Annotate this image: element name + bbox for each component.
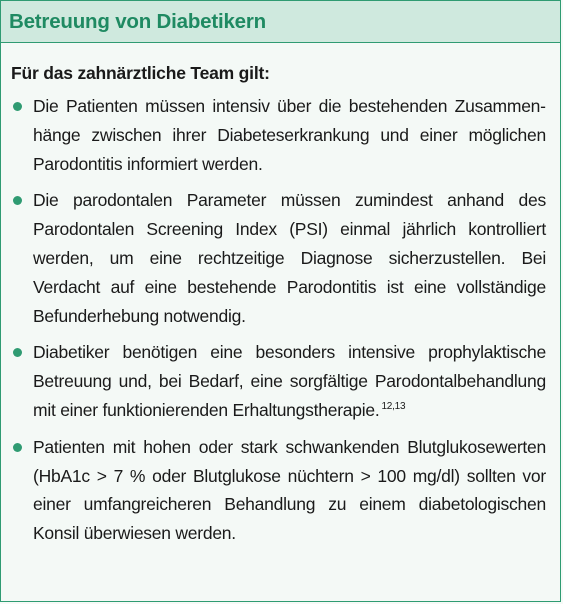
box-header [1, 1, 560, 43]
list-item [11, 338, 546, 424]
reference-superscript: 12,13 [381, 400, 406, 412]
list-item-text: Die parodontalen Parameter müssen zumindest anhand des Parodontalen Screening Index (PSI) einmal jährlich kontrolliert werden, um eine rechtzeitige Diagnose sicherzustellen. Bei Verdacht auf eine bestehende Parodontitis ist eine vollständige Befunderhebung notwendig. [33, 190, 546, 326]
list-item-text: Patienten mit hohen oder stark schwankenden Blutglukosewerten (HbA1c > 7 % oder Blutglukose nüchtern > 100 mg/dl) sollten vor einer umfangreicheren Behandlung zu einem diabetologischen Konsil überwiesen werden. [33, 436, 546, 544]
bullet-dot-icon [13, 196, 22, 205]
bullet-dot-icon [13, 443, 22, 452]
list-item [11, 92, 546, 178]
bullet-list [11, 92, 546, 548]
bullet-dot-icon [13, 348, 22, 357]
bullet-dot-icon [13, 102, 22, 111]
intro-text: Für das zahnärztliche Team gilt: [11, 63, 270, 83]
box-title: Betreuung von Diabetikern [9, 9, 266, 33]
list-item-text: Die Patienten müssen intensiv über die bestehenden Zusammenhänge zwischen ihrer Diabeteserkrankung und einer möglichen Parodontitis informiert werden. [33, 96, 546, 174]
box-content [1, 43, 560, 548]
list-item [11, 186, 546, 330]
list-item-text: Diabetiker benötigen eine besonders intensive prophylaktische Betreuung und, bei Bedarf, eine sorgfältige Parodontalbehandlung mit einer funktionierenden Erhaltungstherapie. [33, 342, 546, 420]
list-item [11, 433, 546, 548]
